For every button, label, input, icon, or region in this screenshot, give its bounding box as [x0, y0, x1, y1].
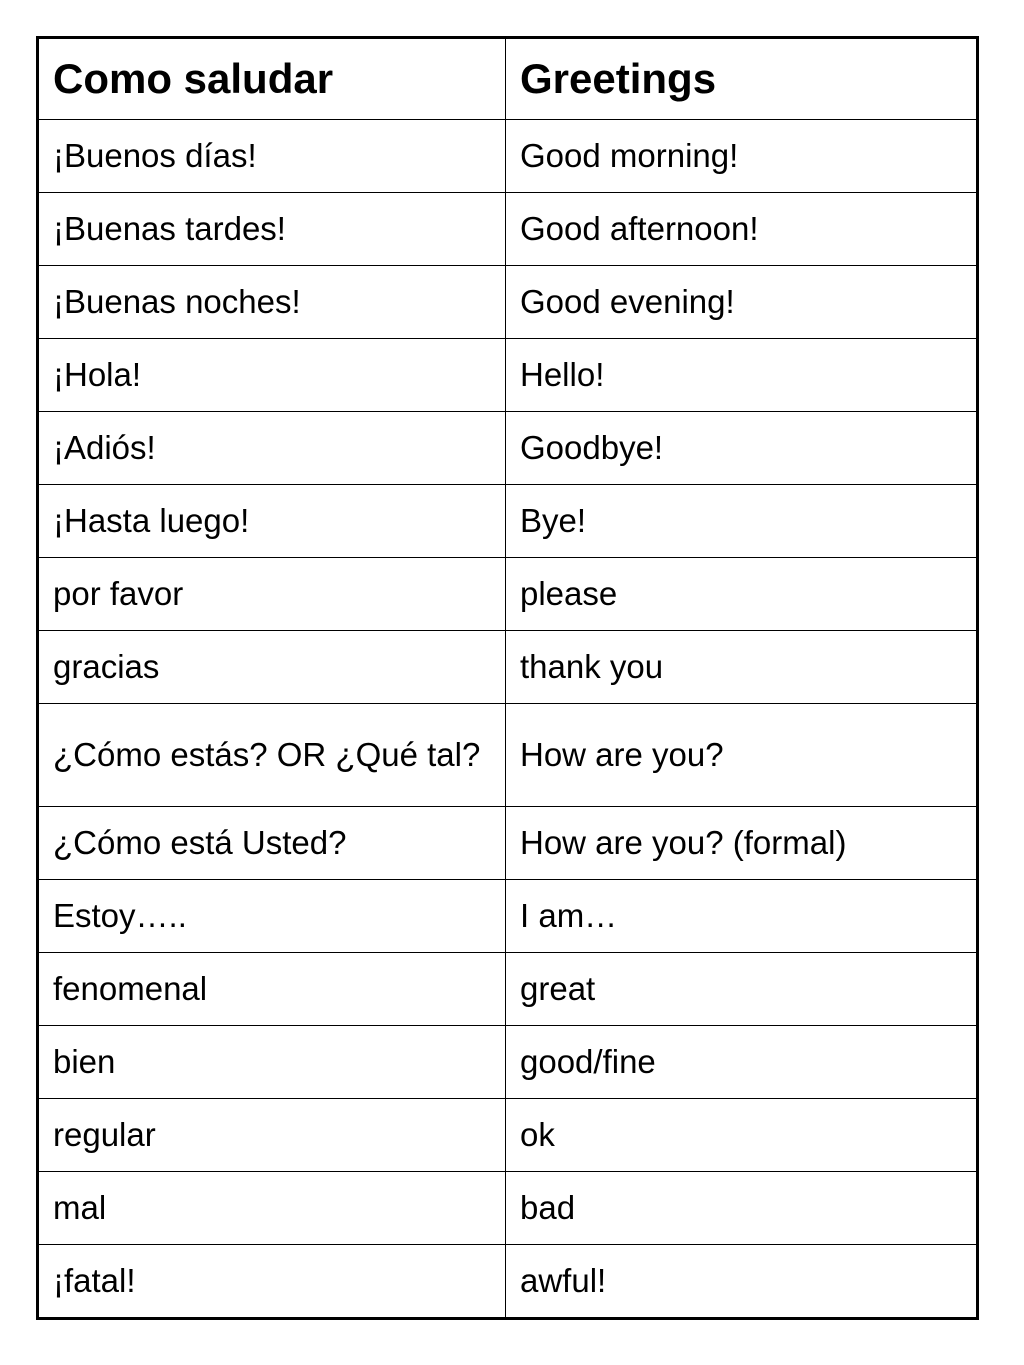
english-cell: bad [506, 1172, 978, 1245]
header-spanish: Como saludar [38, 38, 506, 120]
spanish-cell: ¡Buenas noches! [38, 266, 506, 339]
english-cell: Goodbye! [506, 412, 978, 485]
table-row [38, 266, 978, 339]
english-cell: ok [506, 1099, 978, 1172]
table-row [38, 1245, 978, 1319]
table-row [38, 485, 978, 558]
spanish-cell: bien [38, 1026, 506, 1099]
english-cell: Bye! [506, 485, 978, 558]
spanish-cell: gracias [38, 631, 506, 704]
spanish-cell: ¡Adiós! [38, 412, 506, 485]
table-row [38, 880, 978, 953]
spanish-cell: ¡Buenos días! [38, 120, 506, 193]
table-row [38, 631, 978, 704]
table-row [38, 558, 978, 631]
english-cell: Good morning! [506, 120, 978, 193]
table-row [38, 1099, 978, 1172]
table-row [38, 953, 978, 1026]
english-cell: How are you? [506, 704, 978, 807]
spanish-cell: ¡Hasta luego! [38, 485, 506, 558]
table-row [38, 193, 978, 266]
english-cell: Good afternoon! [506, 193, 978, 266]
table-row [38, 120, 978, 193]
table-row [38, 1026, 978, 1099]
english-cell: good/fine [506, 1026, 978, 1099]
english-cell: Good evening! [506, 266, 978, 339]
spanish-cell: ¡fatal! [38, 1245, 506, 1319]
header-english: Greetings [506, 38, 978, 120]
table-row [38, 704, 978, 807]
english-cell: please [506, 558, 978, 631]
spanish-cell: fenomenal [38, 953, 506, 1026]
spanish-cell: por favor [38, 558, 506, 631]
english-cell: I am… [506, 880, 978, 953]
english-cell: great [506, 953, 978, 1026]
table-row [38, 807, 978, 880]
table-header-row [38, 38, 978, 120]
greetings-vocabulary-table [36, 36, 979, 1320]
spanish-cell: ¡Buenas tardes! [38, 193, 506, 266]
spanish-cell: ¡Hola! [38, 339, 506, 412]
spanish-cell: ¿Cómo está Usted? [38, 807, 506, 880]
table-row [38, 339, 978, 412]
table-row [38, 412, 978, 485]
spanish-cell: ¿Cómo estás? OR ¿Qué tal? [38, 704, 506, 807]
table-row [38, 1172, 978, 1245]
english-cell: How are you? (formal) [506, 807, 978, 880]
english-cell: thank you [506, 631, 978, 704]
english-cell: Hello! [506, 339, 978, 412]
spanish-cell: mal [38, 1172, 506, 1245]
spanish-cell: regular [38, 1099, 506, 1172]
spanish-cell: Estoy….. [38, 880, 506, 953]
english-cell: awful! [506, 1245, 978, 1319]
